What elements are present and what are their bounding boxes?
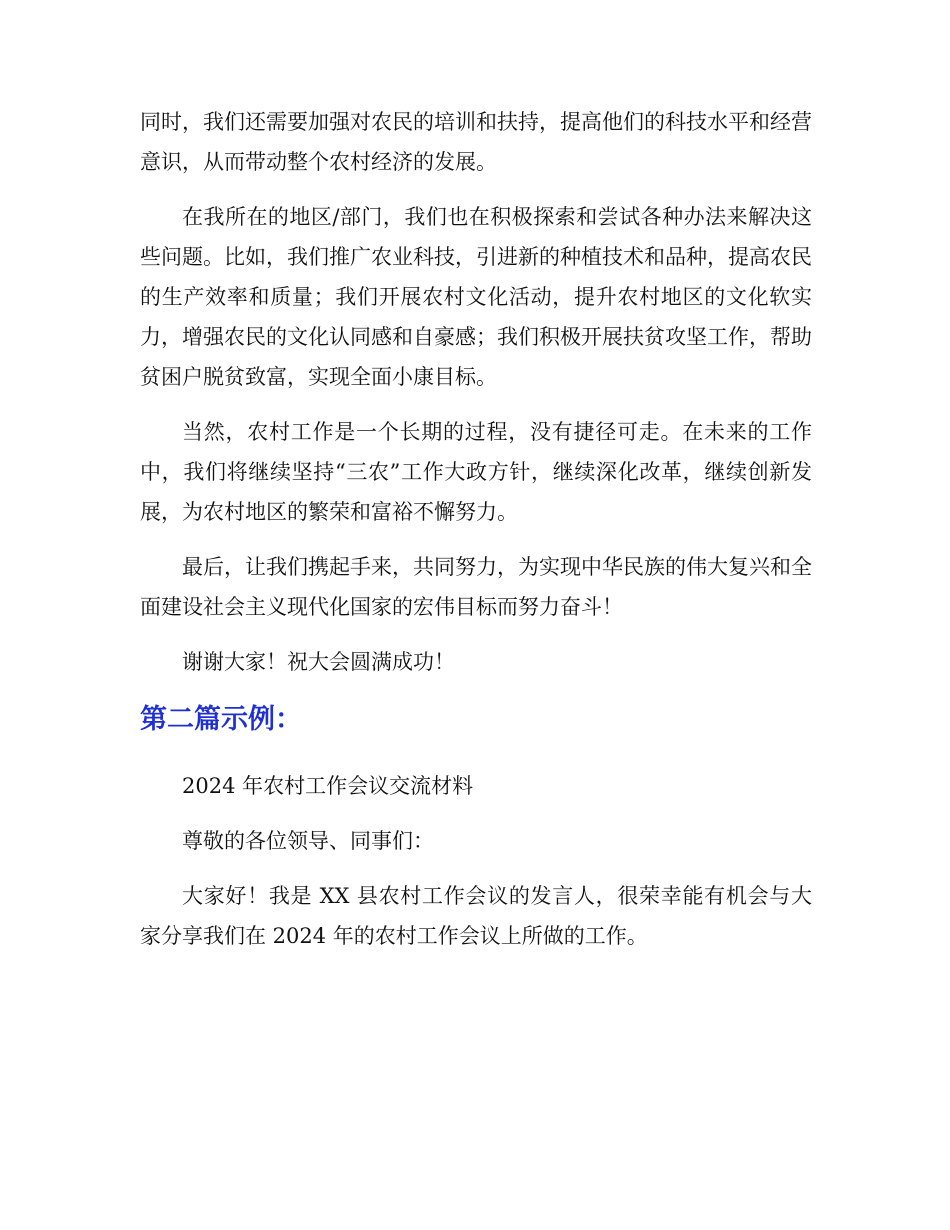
paragraph-salutation: 尊敬的各位领导、同事们： xyxy=(182,829,434,853)
document-body xyxy=(140,102,812,956)
paragraph-closing-call: 最后，让我们携起手来，共同努力，为实现中华民族的伟大复兴和全面建设社会主义现代化国家的宏伟目标而努力奋斗！ xyxy=(140,555,812,619)
paragraph-training: 同时，我们还需要加强对农民的培训和扶持，提高他们的科技水平和经营意识，从而带动整个农村经济的发展。 xyxy=(140,110,812,174)
paragraph-greeting: 大家好！我是 XX 县农村工作会议的发言人，很荣幸能有机会与大家分享我们在 2024 年的农村工作会议上所做的工作。 xyxy=(140,884,812,948)
paragraph-long-term: 当然，农村工作是一个长期的过程，没有捷径可走。在未来的工作中，我们将继续坚持“三农”工作大政方针，继续深化改革，继续创新发展，为农村地区的繁荣和富裕不懈努力。 xyxy=(140,420,812,524)
paragraph-thanks: 谢谢大家！祝大会圆满成功！ xyxy=(182,650,455,674)
section-heading: 第二篇示例： xyxy=(140,704,302,735)
paragraph-title-line: 2024 年农村工作会议交流材料 xyxy=(182,774,474,798)
paragraph-local-efforts: 在我所在的地区/部门，我们也在积极探索和尝试各种办法来解决这些问题。比如，我们推广农业科技，引进新的种植技术和品种，提高农民的生产效率和质量；我们开展农村文化活动，提升农村地区的文化软实力，增强农民的文化认同感和自豪感；我们积极开展扶贫攻坚工作，帮助贫困户脱贫致富，实现全面小康目标。 xyxy=(140,205,812,389)
